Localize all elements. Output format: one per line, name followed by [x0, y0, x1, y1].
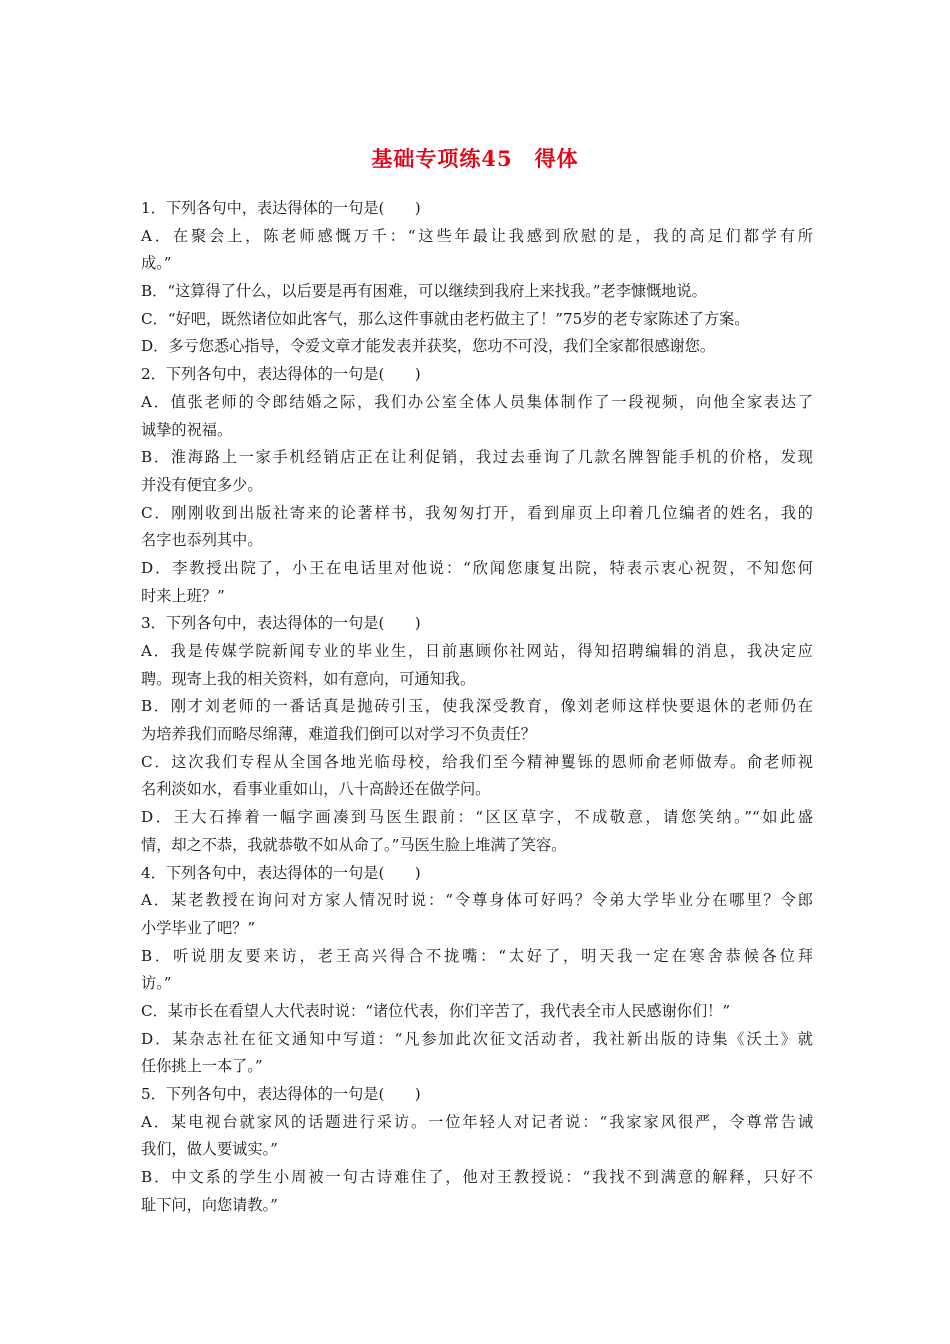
text-line: 并没有便宜多少。 [141, 475, 263, 494]
text-line: D．王大石捧着一幅字画凑到马医生跟前：“区区草字，不成敬意，请您笑纳。”“如此盛 [141, 808, 813, 827]
text-line: 我们，做人要诚实。” [141, 1140, 278, 1159]
question-content [141, 195, 813, 1219]
text-line: 访。” [141, 974, 172, 993]
text-line: D．李教授出院了，小王在电话里对他说：“欣闻您康复出院，特表示衷心祝贺，不知您何 [141, 558, 813, 577]
text-line: 1．下列各句中，表达得体的一句是( ) [141, 199, 421, 217]
text-line: 小学毕业了吧？” [141, 918, 256, 937]
text-line: A．某老教授在询问对方家人情况时说：“令尊身体可好吗？令弟大学毕业分在哪里？令郎 [141, 891, 813, 910]
text-line: 时来上班？” [141, 586, 225, 605]
text-line: 为培养我们而略尽绵薄，难道我们倒可以对学习不负责任？ [141, 725, 536, 744]
text-line: 4．下列各句中，表达得体的一句是( ) [141, 863, 421, 882]
text-line: B．“这算得了什么，以后要是再有困难，可以继续到我府上来找我。”老李慷慨地说。 [141, 282, 707, 301]
text-line: 名利淡如水，看事业重如山，八十高龄还在做学问。 [141, 780, 491, 799]
text-line: A．在聚会上，陈老师感慨万千：“这些年最让我感到欣慰的是，我的高足们都学有所 [141, 226, 813, 245]
text-line: D．某杂志社在征文通知中写道：“凡参加此次征文活动者，我社新出版的诗集《沃土》就 [141, 1029, 813, 1048]
text-line: 2．下列各句中，表达得体的一句是( ) [141, 365, 421, 384]
text-line: 5．下列各句中，表达得体的一句是( ) [141, 1085, 421, 1103]
text-line: A．值张老师的令郎结婚之际，我们办公室全体人员集体制作了一段视频，向他全家表达了 [141, 392, 813, 411]
text-line: A．某电视台就家风的话题进行采访。一位年轻人对记者说：“我家家风很严，令尊常告诫 [141, 1112, 813, 1131]
text-line: 任你挑上一本了。” [141, 1057, 263, 1076]
text-line: A．我是传媒学院新闻专业的毕业生，日前惠顾你社网站，得知招聘编辑的消息，我决定应 [141, 642, 813, 660]
text-line: 名字也忝列其中。 [141, 531, 263, 550]
text-line: 诚挚的祝福。 [141, 420, 233, 439]
text-line: B．刚才刘老师的一番话真是抛砖引玉，使我深受教育，像刘老师这样快要退休的老师仍在 [141, 697, 813, 716]
text-line: C．这次我们专程从全国各地光临母校，给我们至今精神矍铄的恩师俞老师做寿。俞老师视 [141, 752, 813, 771]
text-line: C．“好吧，既然诸位如此客气，那么这件事就由老朽做主了！”75岁的老专家陈述了方案。 [141, 309, 750, 328]
text-line: D．多亏您悉心指导，令爱文章才能发表并获奖，您功不可没，我们全家都很感谢您。 [141, 337, 716, 356]
text-line: 成。” [141, 254, 172, 273]
text-line: C．刚刚收到出版社寄来的论著样书，我匆匆打开，看到扉页上印着几位编者的姓名，我的 [141, 503, 813, 522]
page-title: 基础专项练45 得体 [371, 146, 579, 171]
text-line: B．中文系的学生小周被一句古诗难住了，他对王教授说：“我找不到满意的解释，只好不 [141, 1168, 813, 1187]
text-line: C．某市长在看望人大代表时说：“诸位代表，你们辛苦了，我代表全市人民感谢你们！” [141, 1001, 731, 1020]
text-line: 3．下列各句中，表达得体的一句是( ) [141, 614, 421, 633]
text-line: 聘。现寄上我的相关资料，如有意向，可通知我。 [141, 669, 476, 688]
text-line: 耻下问，向您请教。” [141, 1195, 278, 1214]
text-line: B．淮海路上一家手机经销店正在让利促销，我过去垂询了几款名牌智能手机的价格，发现 [141, 448, 813, 467]
text-line: B．听说朋友要来访，老王高兴得合不拢嘴：“太好了，明天我一定在寒舍恭候各位拜 [141, 946, 813, 965]
text-line: 情，却之不恭，我就恭敬不如从命了。”马医生脸上堆满了笑容。 [141, 835, 567, 854]
